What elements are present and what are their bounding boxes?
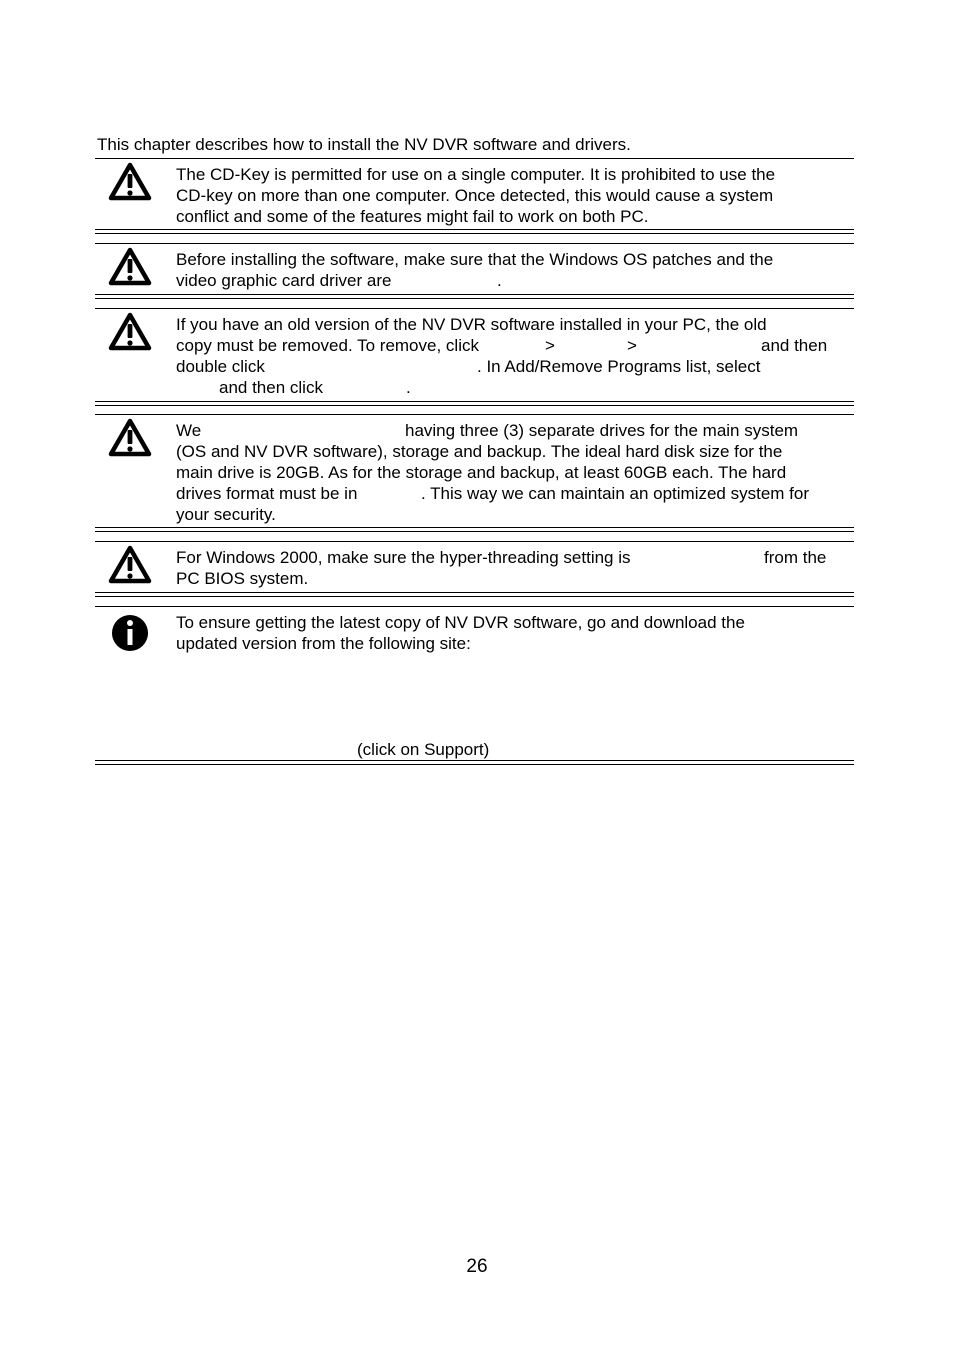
note-line: and then click [219,378,323,397]
note-line: from the [764,548,827,567]
page-number: 26 [466,1256,488,1277]
note-1 [176,164,846,227]
note-line: . [406,378,411,397]
note-line: (OS and NV DVR software), storage and backup. The ideal hard disk size for the [176,442,783,461]
note-line: having three (3) separate drives for the main system [405,421,799,440]
divider [95,405,854,406]
note-line: your security. [176,505,276,524]
divider [95,606,854,607]
note-line: drives format must be in [176,484,358,503]
note-5 [176,547,846,589]
note-6 [176,612,846,654]
note-line: . [497,271,502,290]
divider [95,527,854,528]
support-hint [176,739,846,760]
note-line: We [176,421,202,440]
divider [95,596,854,597]
divider [95,531,854,532]
note-line: . In Add/Remove Programs list, select [477,357,761,376]
warning-icon [108,545,152,585]
note-line: If you have an old version of the NV DVR software installed in your PC, the old [176,315,767,334]
divider [95,233,854,234]
divider [95,243,854,244]
divider [95,760,854,761]
note-line: conflict and some of the features might fail to work on both PC. [176,207,649,226]
note-line: . This way we can maintain an optimized system for [421,484,810,503]
support-text: (click on Support) [357,740,490,759]
note-line: The CD-Key is permitted for use on a single computer. It is prohibited to use the [176,165,776,184]
note-2 [176,249,846,291]
note-line: Before installing the software, make sure that the Windows OS patches and the [176,250,774,269]
warning-icon [108,162,152,202]
note-line: main drive is 20GB. As for the storage and backup, at least 60GB each. The hard [176,463,787,482]
note-3 [176,314,846,398]
divider [95,158,854,159]
info-icon [108,613,152,653]
warning-icon [108,247,152,287]
note-line: PC BIOS system. [176,569,309,588]
note-line: > [627,336,637,355]
note-line: copy must be removed. To remove, click [176,336,479,355]
note-line: > [545,336,555,355]
intro-text: This chapter describes how to install the NV DVR software and drivers. [97,135,631,154]
divider [95,541,854,542]
note-line: and then [761,336,828,355]
warning-icon [108,312,152,352]
divider [95,294,854,295]
divider [95,229,854,230]
note-line: double click [176,357,265,376]
note-line: updated version from the following site: [176,634,471,653]
divider [95,592,854,593]
divider [95,298,854,299]
divider [95,401,854,402]
note-line: To ensure getting the latest copy of NV DVR software, go and download the [176,613,745,632]
note-line: CD-key on more than one computer. Once detected, this would cause a system [176,186,774,205]
divider [95,764,854,765]
note-4 [176,420,846,525]
divider [95,414,854,415]
warning-icon [108,418,152,458]
note-line: For Windows 2000, make sure the hyper-threading setting is [176,548,631,567]
divider [95,308,854,309]
note-line: video graphic card driver are [176,271,392,290]
